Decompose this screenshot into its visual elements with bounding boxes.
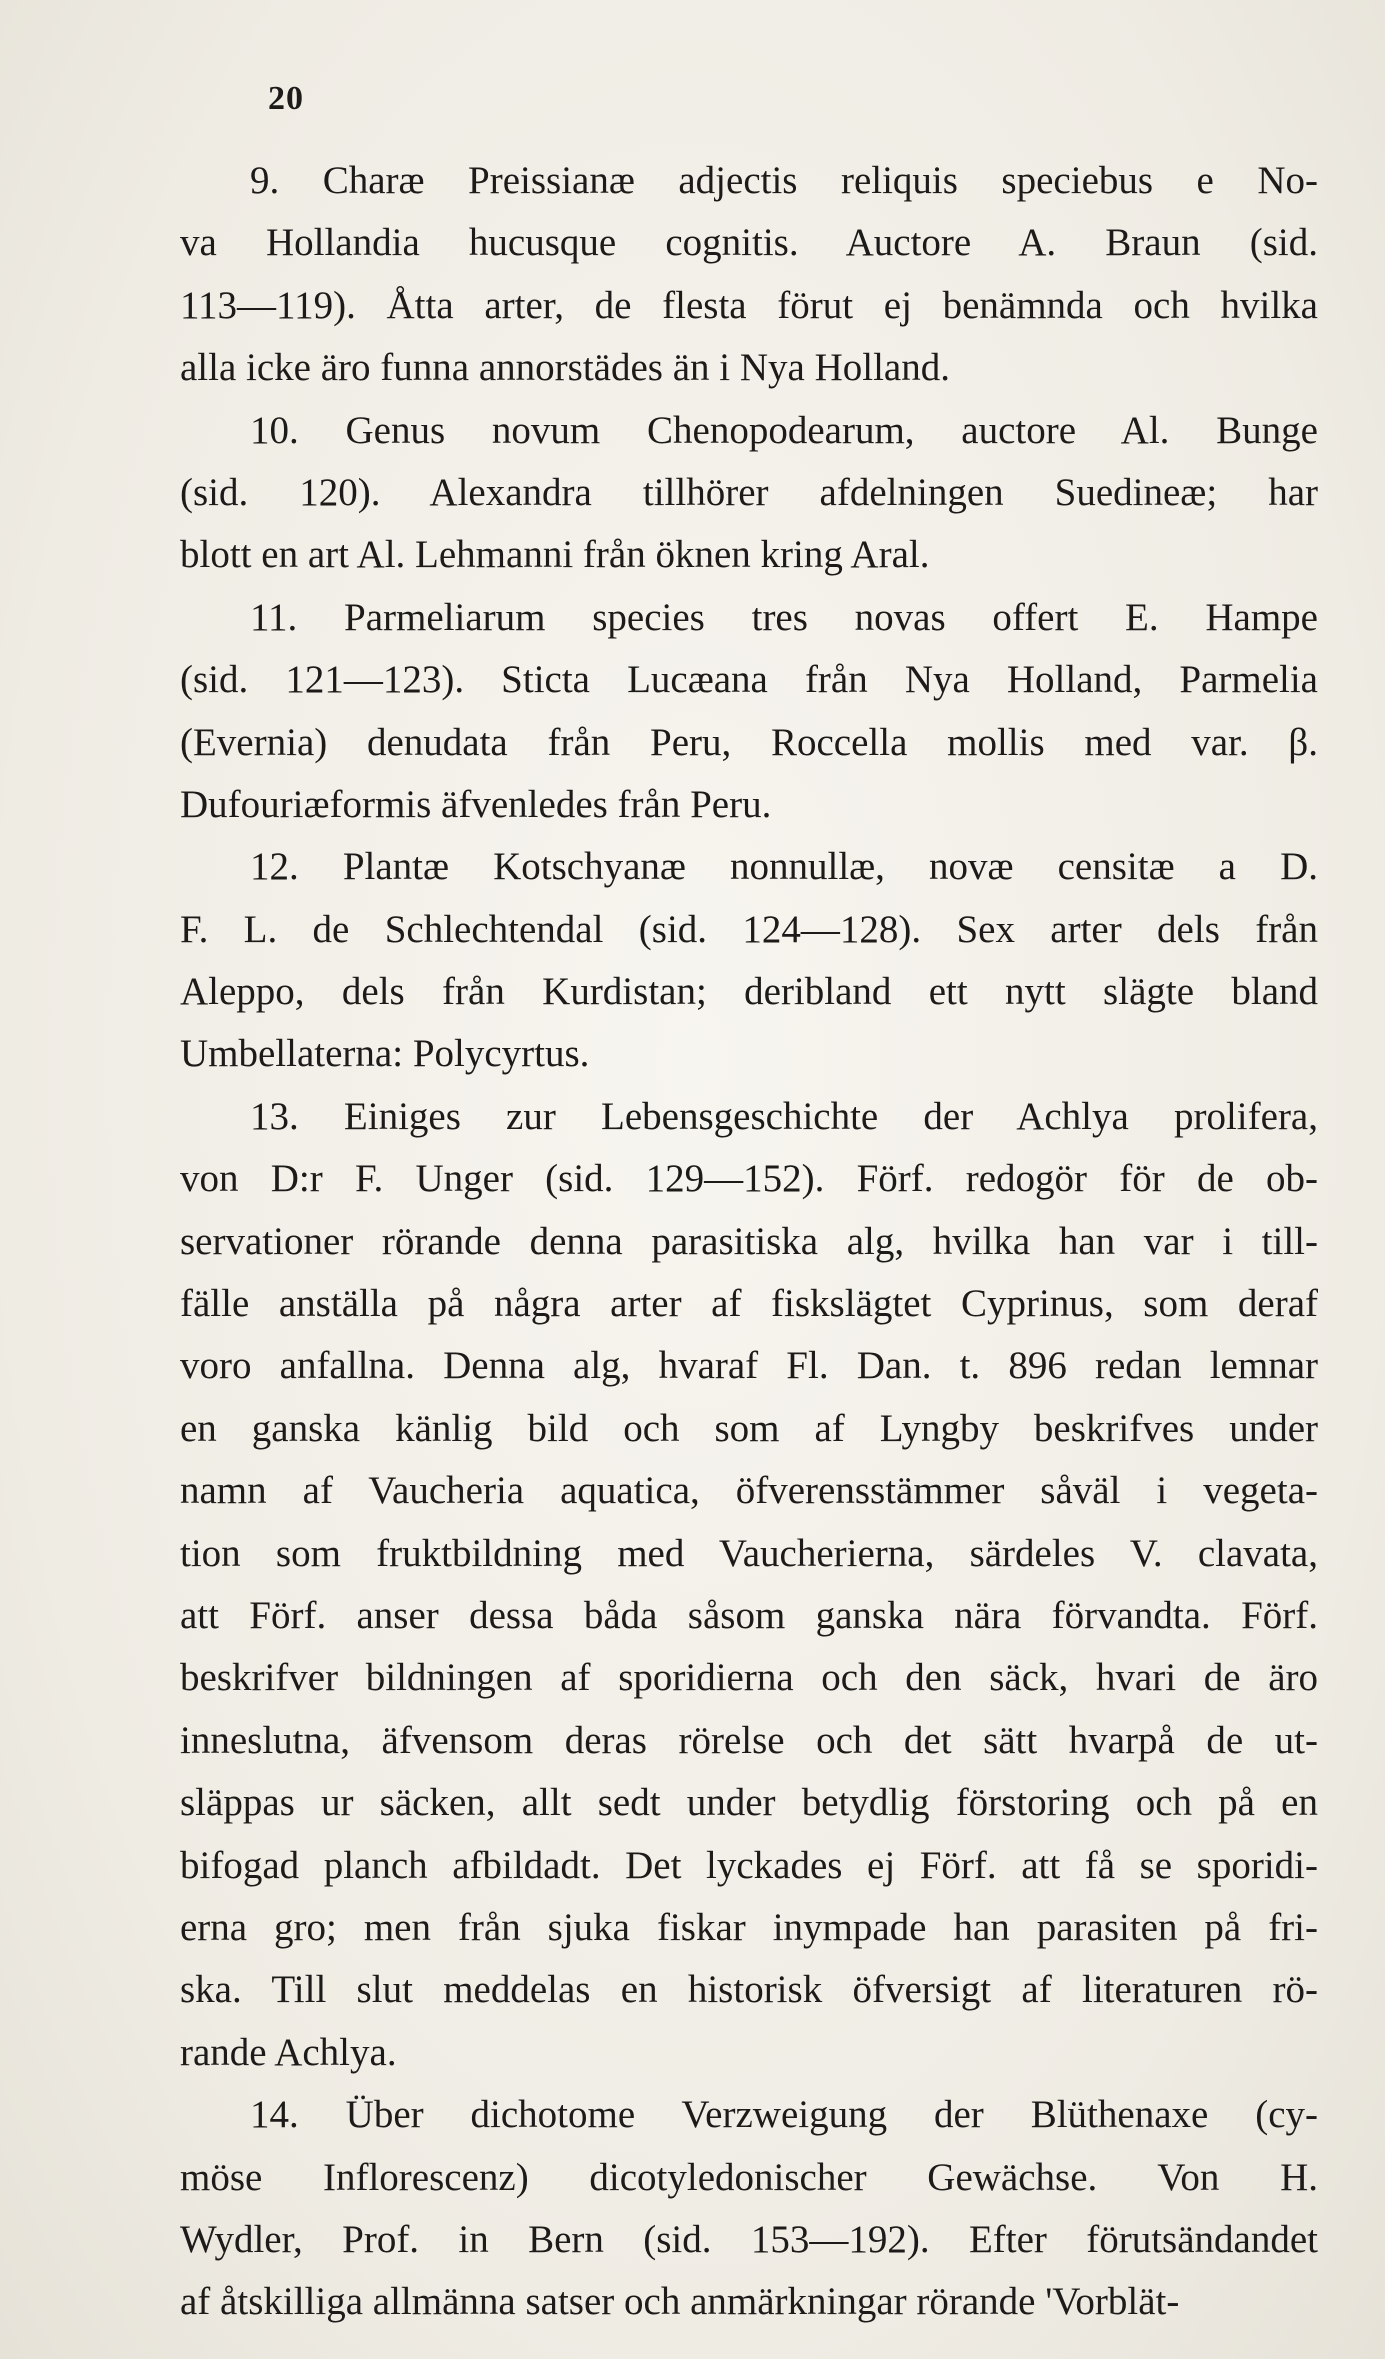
text-line: ska. Till slut meddelas en historisk öfversigt af literaturen rö- bbox=[180, 1968, 1318, 2012]
text-line: att Förf. anser dessa båda såsom ganska nära förvandta. Förf. bbox=[180, 1593, 1318, 1637]
text-line: beskrifver bildningen af sporidierna och den säck, hvari de äro bbox=[180, 1656, 1318, 1700]
text-line: tion som fruktbildning med Vaucherierna, särdeles V. clavata, bbox=[180, 1531, 1318, 1575]
text-line: blott en art Al. Lehmanni från öknen kring Aral. bbox=[180, 533, 930, 577]
text-line: en ganska känlig bild och som af Lyngby beskrifves under bbox=[180, 1406, 1318, 1450]
text-line: Dufouriæformis äfvenledes från Peru. bbox=[180, 782, 772, 826]
text-line: möse Inflorescenz) dicotyledonischer Gewächse. Von H. bbox=[180, 2155, 1318, 2199]
text-line: 11. Parmeliarum species tres novas offert E. Hampe bbox=[250, 595, 1318, 639]
text-line: 9. Charæ Preissianæ adjectis reliquis speciebus e No- bbox=[250, 159, 1318, 202]
text-line: Aleppo, dels från Kurdistan; deribland ett nytt slägte bland bbox=[180, 970, 1318, 1014]
text-line: bifogad planch afbildadt. Det lyckades ej Förf. att få se sporidi- bbox=[180, 1843, 1318, 1887]
text-line: (sid. 120). Alexandra tillhörer afdelningen Suedineæ; har bbox=[180, 470, 1318, 514]
text-line: namn af Vaucheria aquatica, öfverensstämmer såväl i vegeta- bbox=[180, 1469, 1318, 1513]
page-number: 20 bbox=[268, 80, 304, 117]
text-line: rande Achlya. bbox=[180, 2030, 397, 2074]
text-line: alla icke äro funna annorstädes än i Nya Holland. bbox=[180, 346, 950, 390]
body-text bbox=[180, 150, 1318, 2334]
text-line: fälle anställa på några arter af fiskslägtet Cyprinus, som deraf bbox=[180, 1282, 1318, 1326]
text-line: 113—119). Åtta arter, de flesta förut ej benämnda och hvilka bbox=[180, 283, 1318, 327]
text-line: Wydler, Prof. in Bern (sid. 153—192). Efter förutsändandet bbox=[180, 2217, 1318, 2261]
text-line: inneslutna, äfvensom deras rörelse och det sätt hvarpå de ut- bbox=[180, 1718, 1318, 1762]
text-line: af åtskilliga allmänna satser och anmärkningar rörande 'Vorblät- bbox=[180, 2280, 1180, 2324]
text-line: 14. Über dichotome Verzweigung der Blüthenaxe (cy- bbox=[250, 2093, 1318, 2137]
text-line: Umbellaterna: Polycyrtus. bbox=[180, 1032, 590, 1076]
text-line: släppas ur säcken, allt sedt under betydlig förstoring och på en bbox=[180, 1781, 1318, 1825]
text-line: (sid. 121—123). Sticta Lucæana från Nya Holland, Parmelia bbox=[180, 658, 1318, 702]
text-line: 13. Einiges zur Lebensgeschichte der Achlya prolifera, bbox=[250, 1094, 1318, 1138]
text-line: 12. Plantæ Kotschyanæ nonnullæ, novæ censitæ a D. bbox=[250, 845, 1318, 889]
text-line: va Hollandia hucusque cognitis. Auctore A. Braun (sid. bbox=[180, 221, 1318, 265]
text-line: von D:r F. Unger (sid. 129—152). Förf. redogör för de ob- bbox=[180, 1157, 1318, 1201]
text-line: 10. Genus novum Chenopodearum, auctore Al. Bunge bbox=[250, 408, 1318, 452]
text-line: voro anfallna. Denna alg, hvaraf Fl. Dan. t. 896 redan lemnar bbox=[180, 1344, 1318, 1388]
text-line: erna gro; men från sjuka fiskar inympade han parasiten på fri- bbox=[180, 1905, 1318, 1949]
text-line: F. L. de Schlechtendal (sid. 124—128). Sex arter dels från bbox=[180, 907, 1318, 951]
text-line: servationer rörande denna parasitiska alg, hvilka han var i till- bbox=[180, 1219, 1318, 1263]
text-line: (Evernia) denudata från Peru, Roccella mollis med var. β. bbox=[180, 720, 1318, 764]
